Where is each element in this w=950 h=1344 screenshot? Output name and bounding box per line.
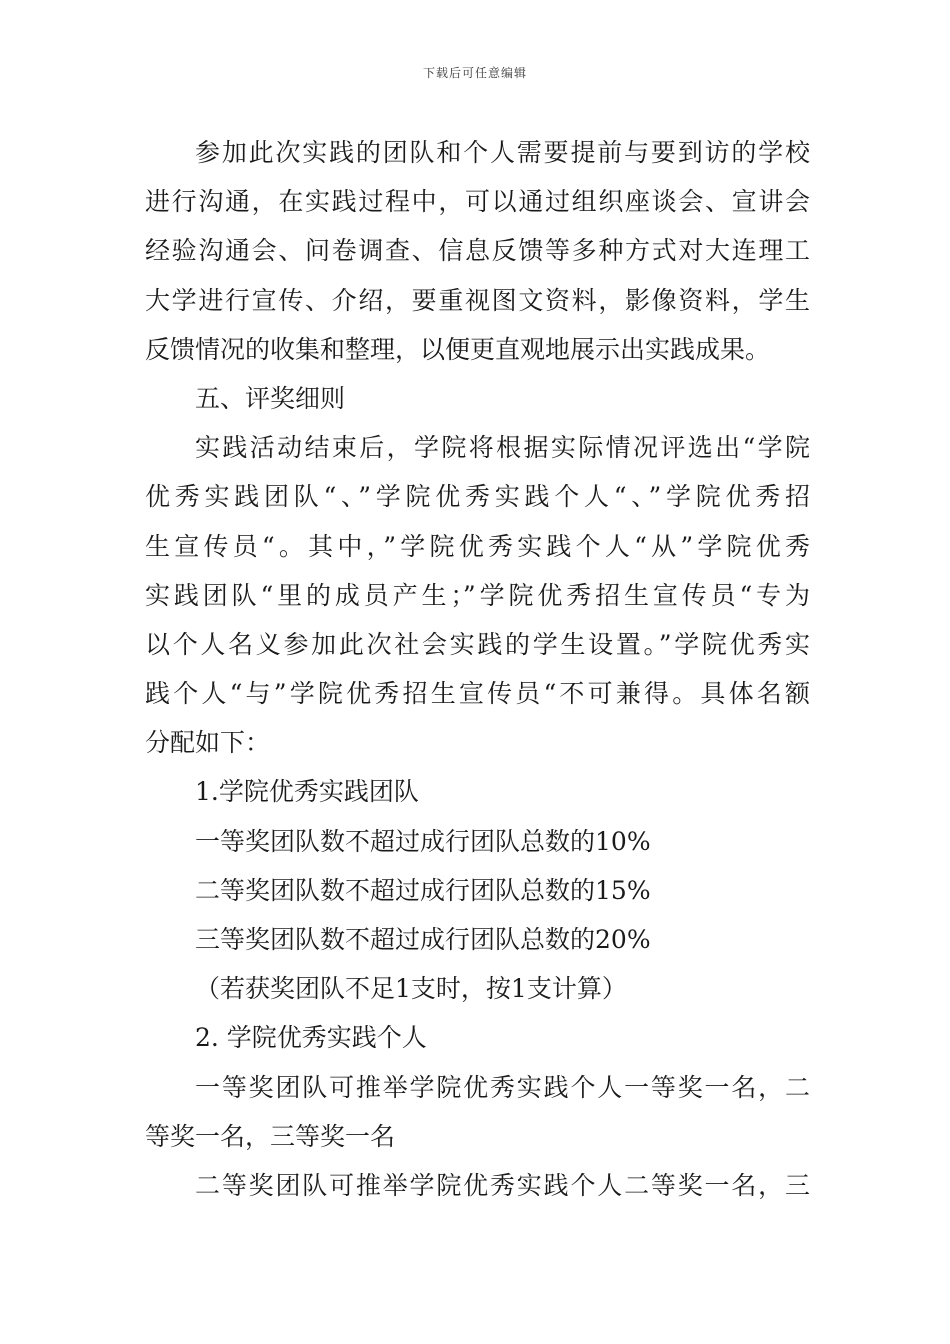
text-line: 实践活动结束后，学院将根据实际情况评选出“学院 [195,433,810,463]
text-line: 生宣传员“。其中，”学院优秀实践个人“从”学院优秀 [145,531,810,561]
text-line: 以个人名义参加此次社会实践的学生设置。”学院优秀实 [145,629,810,659]
text-line: 大学进行宣传、介绍，要重视图文资料，影像资料，学生 [145,285,810,315]
text-line: 反馈情况的收集和整理，以便更直观地展示出实践成果。 [145,334,771,364]
text-line: 参加此次实践的团队和个人需要提前与要到访的学校 [195,138,810,167]
text-line: 经验沟通会、问卷调查、信息反馈等多种方式对大连理工 [145,236,810,266]
text-line: 1.学院优秀实践团队 [195,777,419,807]
text-line: 实践团队“里的成员产生；”学院优秀招生宣传员“专为 [145,580,810,610]
text-line: （若获奖团队不足1支时，按1支计算） [195,974,627,1004]
document-body [145,128,810,1210]
text-line: 践个人“与”学院优秀招生宣传员“不可兼得。具体名额 [145,679,810,709]
text-line: 进行沟通，在实践过程中，可以通过组织座谈会、宣讲会 [145,187,810,217]
text-line: 优秀实践团队“、”学院优秀实践个人“、”学院优秀招 [145,482,810,512]
text-line: 一等奖团队数不超过成行团队总数的10% [195,826,651,856]
text-line: 三等奖团队数不超过成行团队总数的20% [195,925,651,954]
text-line: 一等奖团队可推举学院优秀实践个人一等奖一名，二 [195,1072,810,1102]
text-line: 2. 学院优秀实践个人 [195,1023,427,1053]
text-line: 五、评奖细则 [195,383,346,413]
text-line: 二等奖团队可推举学院优秀实践个人二等奖一名，三 [195,1170,810,1200]
text-line: 等奖一名，三等奖一名 [145,1121,396,1151]
page-header: 下载后可任意编辑 [422,66,527,80]
text-line: 分配如下： [145,728,271,758]
text-line: 二等奖团队数不超过成行团队总数的15% [195,875,651,905]
